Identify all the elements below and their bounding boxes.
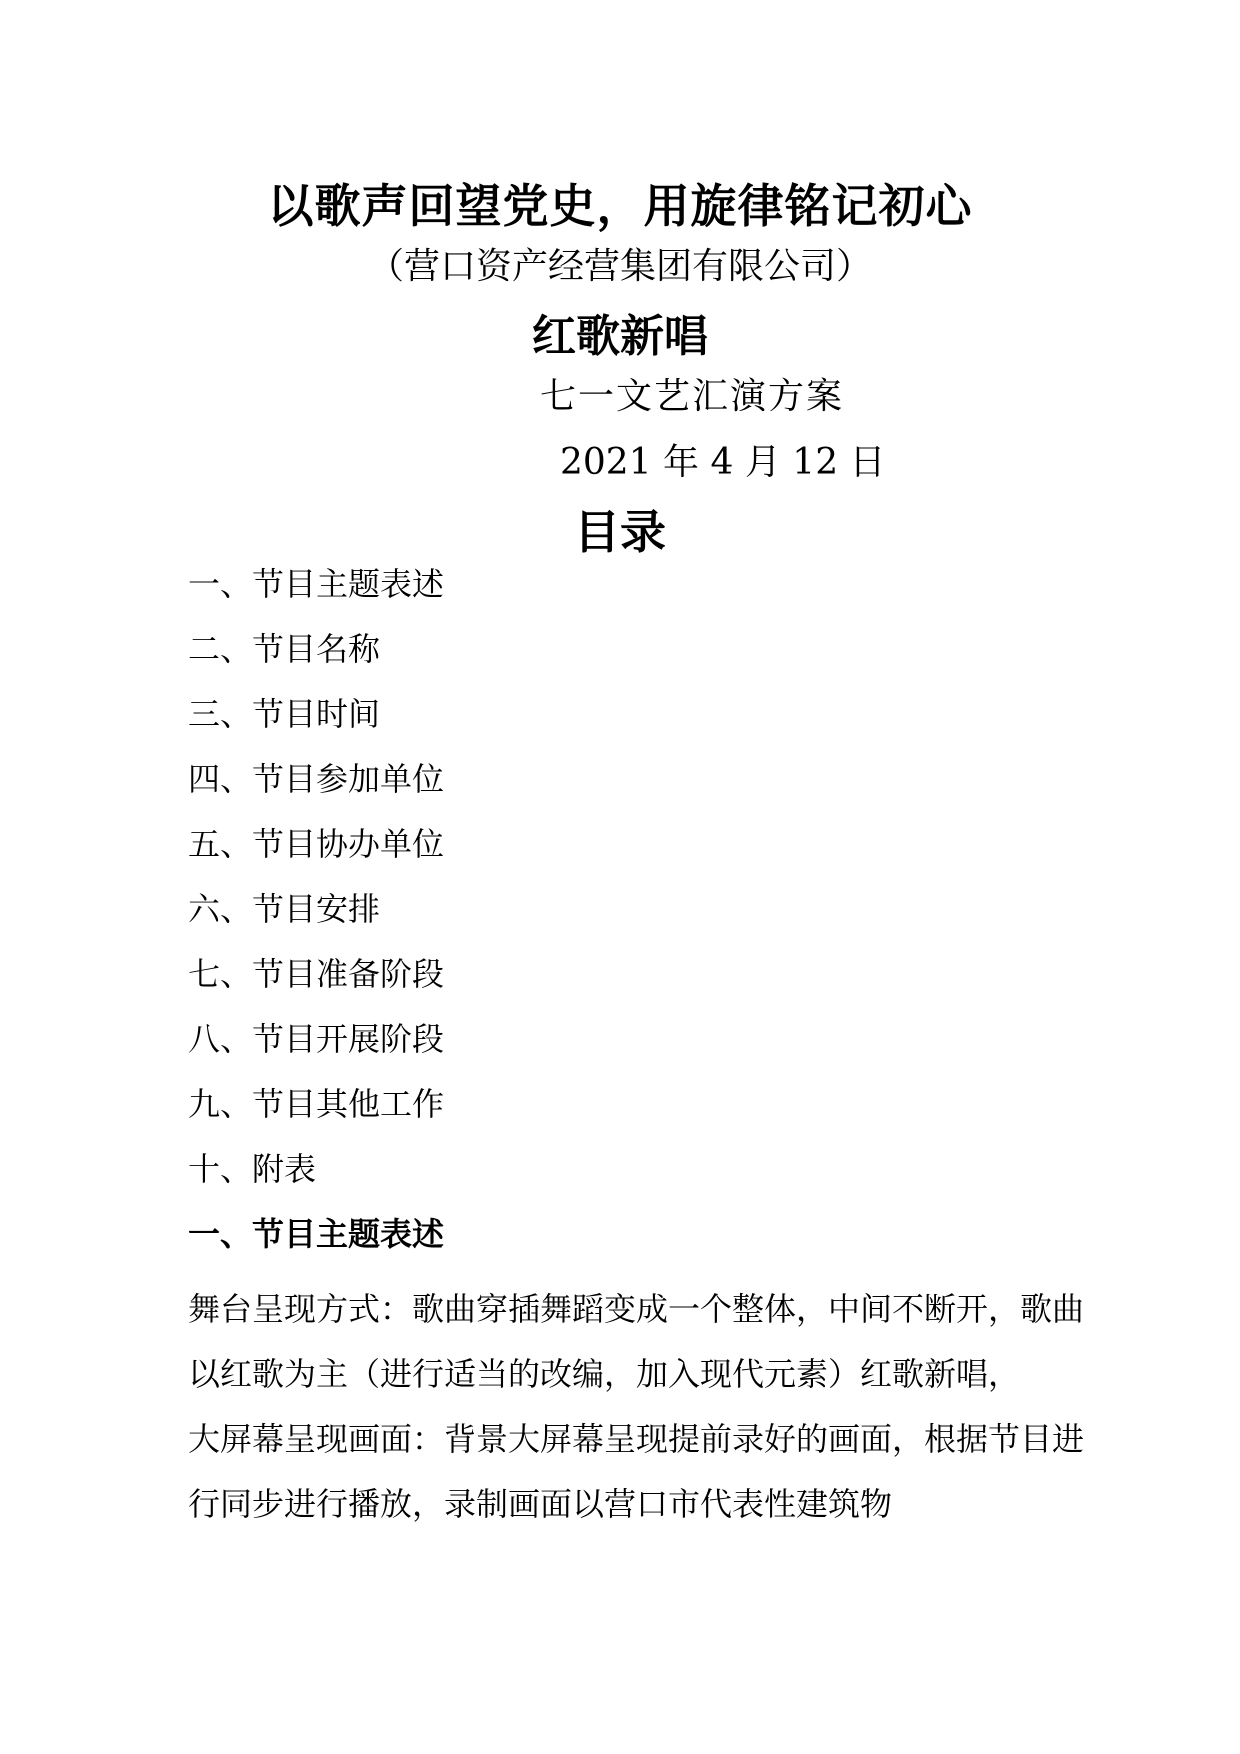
section-title: 红歌新唱 xyxy=(532,311,708,362)
toc-item: 二、节目名称 xyxy=(188,630,381,668)
toc-item: 八、节目开展阶段 xyxy=(188,1020,445,1058)
main-title: 以歌声回望党史，用旋律铭记初心 xyxy=(267,179,973,233)
toc-item: 七、节目准备阶段 xyxy=(188,955,445,993)
body-section xyxy=(188,1212,1088,1537)
toc-item: 一、节目主题表述 xyxy=(188,565,445,603)
toc-item: 十、附表 xyxy=(188,1150,317,1188)
toc-item: 四、节目参加单位 xyxy=(188,760,445,798)
toc-item: 三、节目时间 xyxy=(188,695,381,733)
event-name: 七一文艺汇演方案 xyxy=(540,376,845,417)
table-of-contents xyxy=(188,562,444,1212)
organization-line: （营口资产经营集团有限公司） xyxy=(367,246,872,287)
body-paragraph: 舞台呈现方式：歌曲穿插舞蹈变成一个整体，中间不断开，歌曲以红歌为主（进行适当的改编，加入现代元素）红歌新唱， xyxy=(188,1290,1085,1393)
body-heading: 一、节目主题表述 xyxy=(188,1215,445,1253)
toc-item: 五、节目协办单位 xyxy=(188,825,445,863)
toc-item: 六、节目安排 xyxy=(188,890,381,928)
body-paragraph: 大屏幕呈现画面：背景大屏幕呈现提前录好的画面，根据节目进行同步进行播放，录制画面以营口市代表性建筑物 xyxy=(188,1420,1085,1523)
event-date: 2021 年 4 月 12 日 xyxy=(560,442,886,483)
toc-item: 九、节目其他工作 xyxy=(188,1085,445,1123)
toc-title: 目录 xyxy=(574,505,666,559)
